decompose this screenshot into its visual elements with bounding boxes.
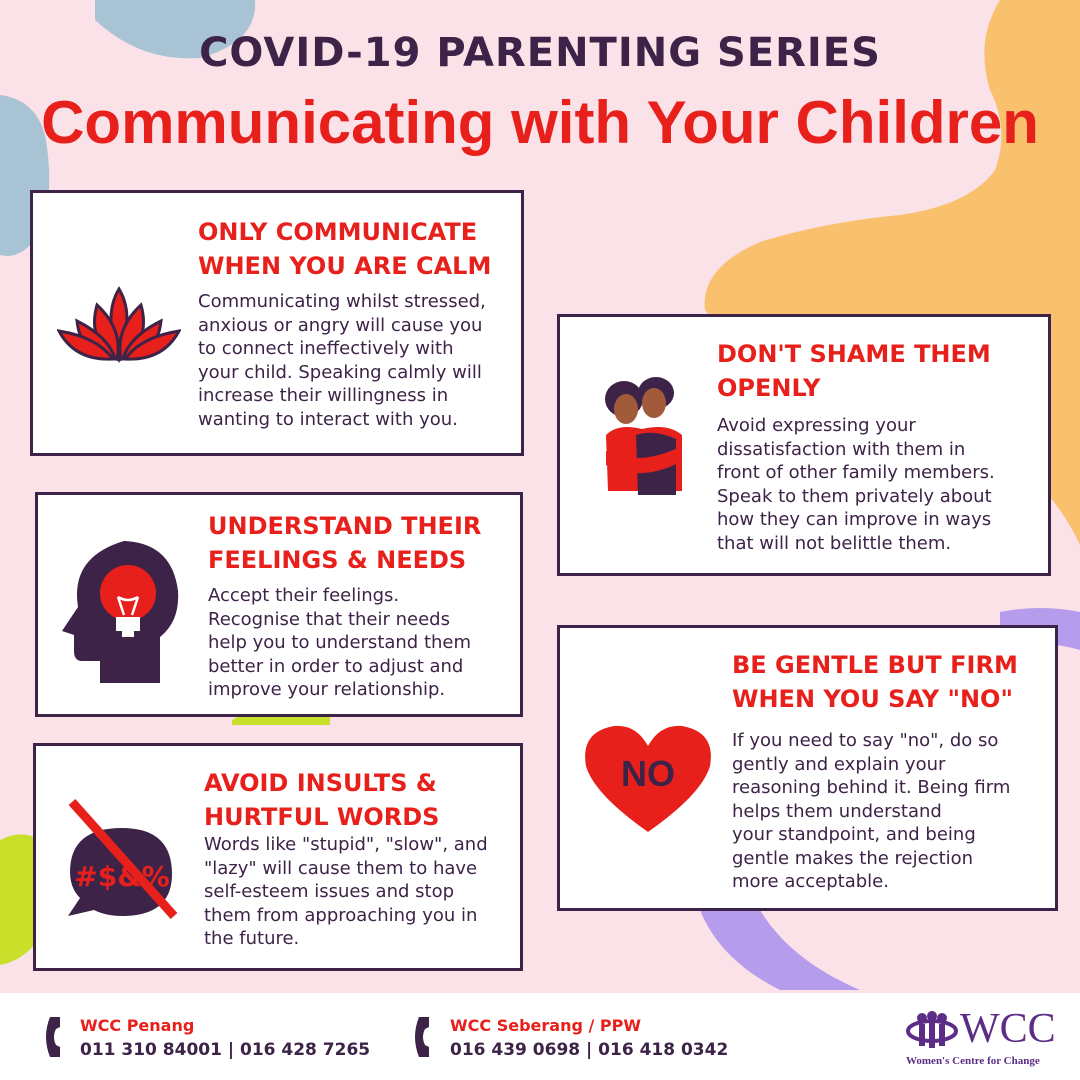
tip-title: ONLY COMMUNICATE WHEN YOU ARE CALM	[198, 218, 492, 280]
tip-text: Avoid expressing your dissatisfaction with them in front of other family members. Speak to them privately about how they can improve in ways that will not belittle them.	[717, 415, 995, 554]
tip-text: If you need to say "no", do so gently and explain your reasoning behind it. Being firm helps them understand your standpoint, and being gentle makes the rejection more acceptable.	[732, 730, 1011, 892]
heart-icon	[582, 722, 714, 834]
wcc-logo-text: WCC	[960, 1006, 1056, 1052]
head-lightbulb-icon	[60, 537, 180, 685]
tip-card-understand	[35, 492, 523, 717]
tip-text: Communicating whilst stressed, anxious or angry will cause you to connect ineffectively with your child. Speaking calmly will increase their willingness in wanting to interact with you.	[198, 291, 486, 430]
tip-text: Accept their feelings. Recognise that their needs help you to understand them better in order to adjust and improve your relationship.	[208, 585, 472, 700]
heart-no-text: NO	[621, 753, 675, 794]
tip-text: Words like "stupid", "slow", and "lazy" will cause them to have self-esteem issues and stop them from approaching you in the future.	[204, 834, 488, 949]
tip-card-insults	[33, 743, 523, 971]
hug-icon	[598, 373, 688, 497]
symbols-text: #$&%	[74, 860, 170, 893]
speech-bubble-crossed-icon	[66, 798, 178, 922]
series-title: COVID-19 PARENTING SERIES	[199, 30, 881, 76]
lotus-icon	[57, 285, 181, 363]
tip-title: DON'T SHAME THEM OPENLY	[717, 340, 991, 402]
contact-name: WCC Penang	[80, 1016, 195, 1035]
tip-title: AVOID INSULTS & HURTFUL WORDS	[204, 769, 440, 831]
phone-icon	[44, 1015, 68, 1059]
tip-card-gentle	[557, 625, 1058, 911]
tip-title: BE GENTLE BUT FIRM WHEN YOU SAY "NO"	[732, 651, 1018, 713]
wcc-logo-icon	[906, 1011, 958, 1051]
wcc-logo-subtitle: Women's Centre for Change	[906, 1055, 1040, 1067]
tip-card-calm	[30, 190, 524, 456]
tip-title: UNDERSTAND THEIR FEELINGS & NEEDS	[208, 512, 482, 574]
page-title: Communicating with Your Children	[41, 89, 1039, 156]
phone-icon	[413, 1015, 437, 1059]
contact-phones: 011 310 84001 | 016 428 7265	[80, 1040, 371, 1060]
contact-phones: 016 439 0698 | 016 418 0342	[450, 1040, 729, 1060]
tip-card-shame	[557, 314, 1051, 576]
contact-name: WCC Seberang / PPW	[450, 1016, 641, 1035]
footer-bar	[0, 993, 1080, 1080]
